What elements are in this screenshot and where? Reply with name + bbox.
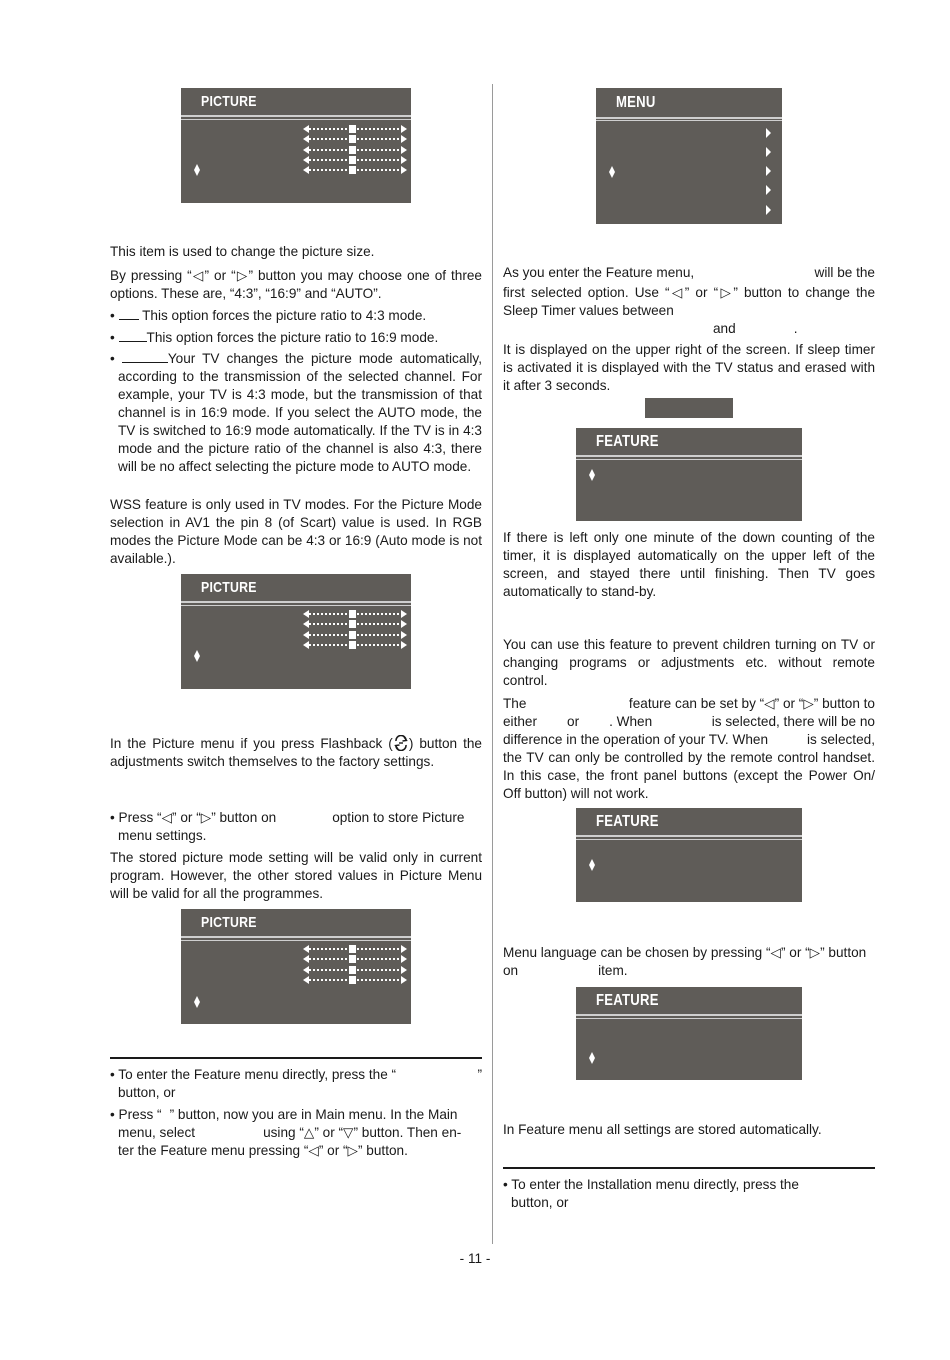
sleep-timer-osd-label xyxy=(645,398,733,418)
column-divider xyxy=(492,84,493,1244)
feature-menu-screenshot xyxy=(576,808,802,902)
slider-icon xyxy=(303,610,407,618)
paragraph-display: It is displayed on the upper right of the screen. If sleep timer is activated it is displayed with the TV status and erased with it after 3 seconds. xyxy=(503,342,875,393)
selector-diamond-icon xyxy=(589,469,595,481)
main-menu-screenshot xyxy=(596,88,782,224)
paragraph-stored: The stored picture mode setting will be valid only in current program. However, the other stored values in Picture Menu will be valid for all the programmes. xyxy=(110,850,482,901)
main-menu-title: MENU xyxy=(616,94,656,111)
submenu-arrow-icon xyxy=(766,128,771,138)
selector-diamond-icon xyxy=(589,859,595,871)
slider-icon xyxy=(303,135,407,143)
bullet-feature-direct: • To enter the Feature menu directly, press the “ ” button, or xyxy=(110,1067,482,1100)
paragraph-sleep: As you enter the Feature menu, will be the first selected option. Use “◁” or “▷” button to change the Sleep Timer values between and . xyxy=(503,265,875,336)
slider-icon xyxy=(303,156,407,164)
paragraph-flashback: In the Picture menu if you press Flashback ( ) button the adjustments switch themselves to the factory settings. xyxy=(110,736,482,769)
bullet-4-3: • This option forces the picture ratio to 4:3 mode. xyxy=(110,308,427,323)
feature-menu-title: FEATURE xyxy=(596,813,659,830)
submenu-arrow-icon xyxy=(766,205,771,215)
paragraph: By pressing “◁” or “▷” button you may choose one of three options. These are, “4:3”, “16:9” and “AUTO”. xyxy=(110,268,482,301)
bullet-auto: • Your TV changes the picture mode automatically, according to the transmission of the selected channel. For example, your TV is 4:3 mode, but the transmission of that channel is in 16:9 mode. If you select the AUTO mode, the TV is switched to 16:9 mode automatically. If the TV is in 4:3 mode and the picture ratio of the channel is also 4:3, there will be no affect selecting the picture mode to AUTO mode. xyxy=(110,351,482,474)
selector-diamond-icon xyxy=(589,1052,595,1064)
selector-diamond-icon xyxy=(194,164,200,176)
picture-menu-screenshot xyxy=(181,574,411,689)
bullet-store: • Press “◁” or “▷” button on option to store Picture menu settings. xyxy=(110,810,465,843)
paragraph-language: Menu language can be chosen by pressing “◁” or “▷” button on item. xyxy=(503,945,867,978)
selector-diamond-icon xyxy=(609,166,615,178)
submenu-arrow-icon xyxy=(766,166,771,176)
paragraph-wss: WSS feature is only used in TV modes. For the Picture Mode selection in AV1 the pin 8 (of Scart) value is used. In RGB modes the Picture Mode can be 4:3 or 16:9 (Auto mode is not available.). xyxy=(110,497,482,566)
paragraph-child-lock: You can use this feature to prevent children turning on TV or changing programs or adjustments etc. without remote control. xyxy=(503,637,875,688)
feature-menu-screenshot xyxy=(576,428,802,521)
slider-icon xyxy=(303,976,407,984)
selector-diamond-icon xyxy=(194,996,200,1008)
slider-icon xyxy=(303,945,407,953)
slider-icon xyxy=(303,631,407,639)
picture-menu-title: PICTURE xyxy=(201,93,257,110)
flashback-icon xyxy=(393,735,409,751)
paragraph-auto-store: In Feature menu all settings are stored automatically. xyxy=(503,1122,822,1137)
slider-icon xyxy=(303,146,407,154)
bullet-installation-direct: • To enter the Installation menu directly, press the button, or xyxy=(503,1177,799,1210)
picture-menu-screenshot xyxy=(181,909,411,1024)
picture-menu-title: PICTURE xyxy=(201,914,257,931)
slider-icon xyxy=(303,955,407,963)
submenu-arrow-icon xyxy=(766,147,771,157)
slider-icon xyxy=(303,125,407,133)
paragraph-minute: If there is left only one minute of the down counting of the timer, it is displayed automatically on the upper left of the screen, and stayed there until finishing. Then TV goes automatically to stand-by. xyxy=(503,530,875,599)
slider-icon xyxy=(303,620,407,628)
paragraph-lock: The feature can be set by “◁” or “▷” button to either or . When is selected, there will be no difference in the operation of your TV. When is selected, the TV can only be controlled by the remote control handset. In this case, the front panel buttons (except the Power On/ Off button) will not work. xyxy=(503,696,875,801)
paragraph: This item is used to change the picture size. xyxy=(110,244,375,259)
feature-menu-title: FEATURE xyxy=(596,433,659,450)
picture-menu-title: PICTURE xyxy=(201,579,257,596)
selector-diamond-icon xyxy=(194,650,200,662)
slider-icon xyxy=(303,641,407,649)
section-rule xyxy=(110,1057,482,1059)
bullet-16-9: • This option forces the picture ratio to 16:9 mode. xyxy=(110,330,439,345)
page-number: - 11 - xyxy=(459,1251,491,1266)
feature-menu-screenshot xyxy=(576,987,802,1080)
section-rule xyxy=(503,1167,875,1169)
submenu-arrow-icon xyxy=(766,185,771,195)
picture-menu-screenshot xyxy=(181,88,411,203)
bullet-feature-main: • Press “ ” button, now you are in Main menu. In the Main menu, select using “△” or “▽” button. Then en- ter the Feature menu pressing “◁” or “▷” button. xyxy=(110,1107,462,1158)
feature-menu-title: FEATURE xyxy=(596,992,659,1009)
slider-icon xyxy=(303,166,407,174)
slider-icon xyxy=(303,966,407,974)
